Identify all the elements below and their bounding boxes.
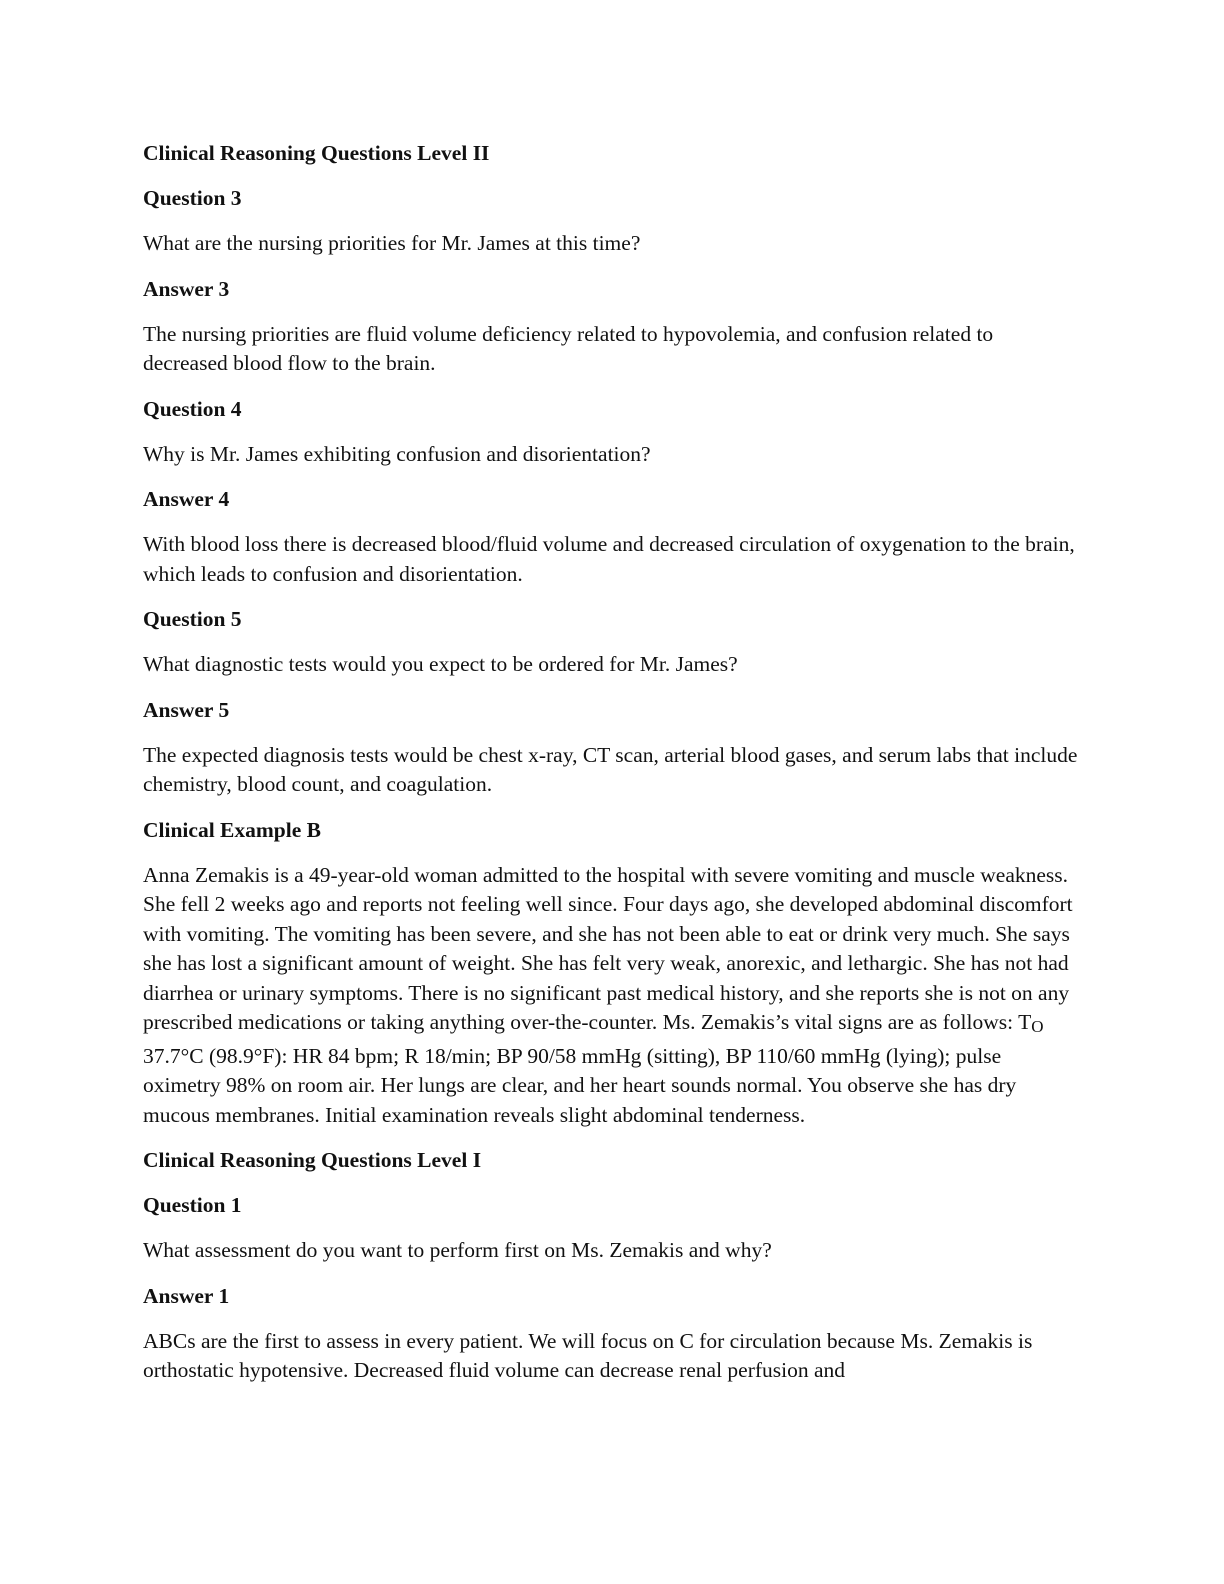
- temperature-subscript: O: [1031, 1017, 1044, 1036]
- answer-5-label: Answer 5: [143, 697, 230, 722]
- answer-3-text: The nursing priorities are fluid volume deficiency related to hypovolemia, and confusion related to decreased blood flow to the brain.: [143, 321, 994, 375]
- answer-4-label: Answer 4: [143, 487, 230, 511]
- answer-1-text: ABCs are the first to assess in every patient. We will focus on C for circulation because Ms. Zemakis is orthostatic hypotensive. Decreased fluid volume can decrease renal perfusion and: [143, 1328, 1033, 1382]
- section-heading-level-2: Clinical Reasoning Questions Level II: [143, 141, 490, 165]
- question-5-label: Question 5: [143, 607, 242, 631]
- answer-3-label: Answer 3: [143, 276, 230, 301]
- clinical-example-b-heading: Clinical Example B: [143, 817, 321, 842]
- question-4-label: Question 4: [143, 396, 242, 421]
- question-3-text: What are the nursing priorities for Mr. James at this time?: [143, 231, 641, 255]
- question-4-text: Why is Mr. James exhibiting confusion and disorientation?: [143, 441, 651, 466]
- section-heading-level-1: Clinical Reasoning Questions Level I: [143, 1148, 482, 1172]
- answer-4-text: With blood loss there is decreased blood/fluid volume and decreased circulation of oxygenation to the brain, which leads to confusion and disorientation.: [143, 532, 1075, 586]
- question-1-text: What assessment do you want to perform first on Ms. Zemakis and why?: [143, 1238, 772, 1262]
- clinical-example-b-text-part-2: 37.7°C (98.9°F): HR 84 bpm; R 18/min; BP 90/58 mmHg (sitting), BP 110/60 mmHg (lying); pulse oximetry 98% on room air. Her lungs are clear, and her heart sounds normal. You observe she has dry mucous membranes. Initial examination reveals slight abdominal tenderness.: [143, 1043, 1017, 1127]
- clinical-example-b-text-part-1: Anna Zemakis is a 49-year-old woman admitted to the hospital with severe vomiting and muscle weakness. She fell 2 weeks ago and reports not feeling well since. Four days ago, she developed abdominal discomfort with vomiting. The vomiting has been severe, and she has not been able to eat or drink very much. She says she has lost a significant amount of weight. She has felt very weak, anorexic, and lethargic. She has not had diarrhea or urinary symptoms. There is no significant past medical history, and she reports she is not on any prescribed medications or taking anything over-the-counter. Ms. Zemakis’s vital signs are as follows: T: [143, 862, 1073, 1034]
- question-1-label: Question 1: [143, 1193, 242, 1217]
- answer-1-label: Answer 1: [143, 1283, 230, 1308]
- clinical-example-b-text: [143, 861, 1078, 1131]
- answer-5-text: The expected diagnosis tests would be chest x-ray, CT scan, arterial blood gases, and serum labs that include chemistry, blood count, and coagulation.: [143, 742, 1078, 796]
- document-page: [143, 139, 1078, 1402]
- question-3-label: Question 3: [143, 186, 242, 210]
- question-5-text: What diagnostic tests would you expect to be ordered for Mr. James?: [143, 652, 738, 676]
